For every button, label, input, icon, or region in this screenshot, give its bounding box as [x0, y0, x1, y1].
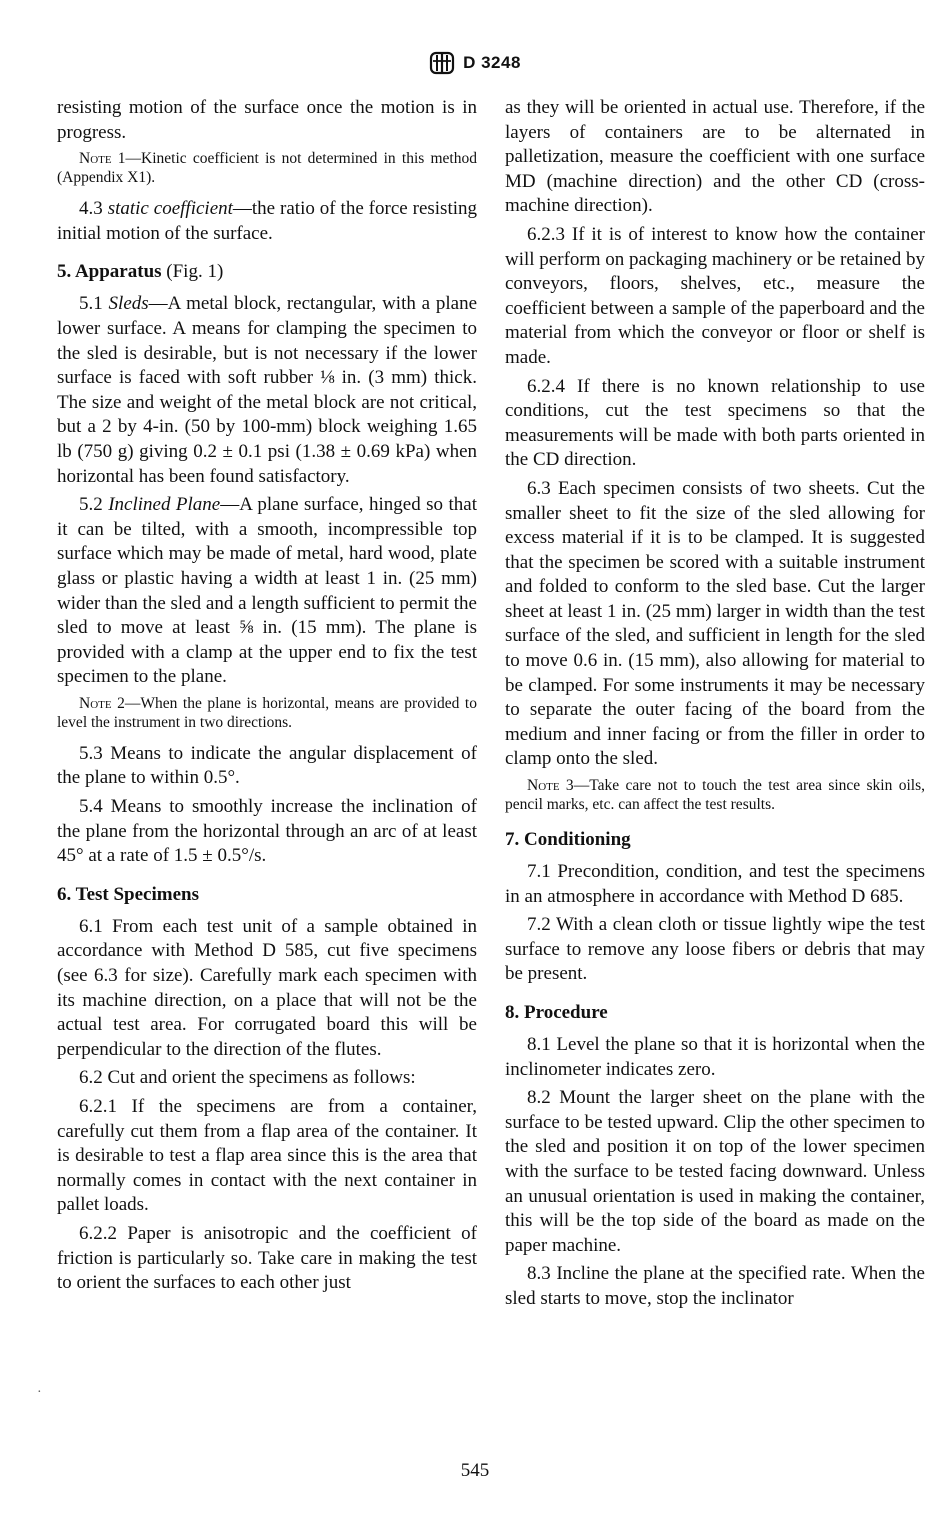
margin-mark: · [37, 1385, 42, 1400]
paragraph-4-3 [57, 197, 477, 246]
paragraph-8-1: 8.1 Level the plane so that it is horizontal when the inclinometer indicates zero. [505, 1034, 925, 1080]
section-8-heading: 8. Procedure [505, 1002, 608, 1023]
paragraph-8-2: 8.2 Mount the larger sheet on the plane with the surface to be tested upward. Clip the other specimen to the sled and position it on top of the lower specimen with the surface to be tested facing downward. Unless an unusual orientation is used in making the container, this will be the top side of the board as made on the paper machine. [505, 1087, 925, 1256]
paragraph-5-1-number: 5.1 [79, 293, 109, 315]
paragraph-6-2-1: 6.2.1 If the specimens are from a container, carefully cut them from a flap area of the container. It is desirable to test a flap area since this is the area that normally comes in contact with the next container in pallet loads. [57, 1096, 477, 1216]
paragraph-5-2 [57, 493, 477, 690]
page-header [0, 48, 950, 78]
note-1-text: —Kinetic coefficient is not determined in this method (Appendix X1). [57, 150, 477, 187]
paragraph-7-1: 7.1 Precondition, condition, and test the specimens in an atmosphere in accordance with Method D 685. [505, 861, 925, 907]
term-static-coefficient: static coefficient [107, 198, 233, 220]
right-column [505, 96, 925, 1316]
paragraph-5-3: 5.3 Means to indicate the angular displacement of the plane to within 0.5°. [57, 742, 477, 789]
paragraph-6-1: 6.1 From each test unit of a sample obtained in accordance with Method D 585, cut five specimens (see 6.3 for size). Carefully mark each specimen with its machine direction, on a place that will not be the actual test area. For corrugated board this will be perpendicular to the direction of the flutes. [57, 915, 477, 1060]
note-2 [57, 694, 477, 732]
paragraph-6-2-3: 6.2.3 If it is of interest to know how the container will perform on packaging machinery or be retained by conveyors, floors, shelves, etc., measure the coefficient between a sample of the paperboard and the material from which the conveyor or floor or shelf is made. [505, 223, 925, 368]
paragraph-6-2: 6.2 Cut and orient the specimens as follows: [79, 1067, 416, 1089]
section-5-heading [57, 260, 477, 284]
section-5-figure-ref: (Fig. 1) [161, 261, 224, 283]
paragraph-8-3: 8.3 Incline the plane at the specified rate. When the sled starts to move, stop the inclinator [505, 1263, 925, 1309]
standard-designation: D 3248 [463, 53, 521, 72]
paragraph-5-2-number: 5.2 [79, 494, 109, 516]
paragraph-4-3-number: 4.3 [79, 198, 108, 220]
paragraph-5-1 [57, 292, 477, 489]
section-6-heading: 6. Test Specimens [57, 883, 199, 905]
left-column [57, 96, 477, 1300]
paragraph-6-2-4: 6.2.4 If there is no known relationship to use conditions, cut the test specimens so that the measurements will be made with both parts oriented in the CD direction. [505, 375, 925, 471]
paragraph-continued: resisting motion of the surface once the motion is in progress. [57, 97, 477, 143]
note-3-text: —Take care not to touch the test area since skin oils, pencil marks, etc. can affect the test results. [505, 777, 925, 814]
note-1 [57, 149, 477, 187]
section-5-title: 5. Apparatus [57, 261, 162, 283]
paragraph-5-2-text: —A plane surface, hinged so that it can be tilted, with a smooth, incompressible top surface which may be made of metal, hard wood, plate glass or plastic having a width at least 1 in. (25 mm) wider than the sled and a length sufficient to permit the sled to move at least ⅝ in. (15 mm). The plane is provided with a clamp at the upper end to fix the test specimen to the plane. [57, 494, 478, 688]
paragraph-continued-right: as they will be oriented in actual use. Therefore, if the layers of containers are to be alternated in palletization, measure the coefficient with one surface MD (machine direction) and the other CD (cross-machine direction). [505, 97, 925, 217]
note-3 [505, 776, 925, 814]
paragraph-5-1-text: —A metal block, rectangular, with a plane lower surface. A means for clamping the specimen to the sled is desirable, but is not necessary if the lower surface is faced with soft rubber ⅛ in. (3 mm) thick. The size and weight of the metal block are not critical, but a 2 by 4-in. (50 by 100-mm) block weighing 1.65 lb (750 g) giving 0.2 ± 0.1 psi (1.38 ± 0.69 kPa) when horizontal has been found satisfactory. [57, 293, 477, 487]
note-1-label: Note 1 [79, 150, 126, 168]
note-2-label: Note 2 [79, 694, 125, 712]
paragraph-6-3: 6.3 Each specimen consists of two sheets. Cut the smaller sheet to fit the size of the sled allowing for excess material if it is to be clamped. It is suggested that the specimen be scored with a suitable instrument and folded to conform to the sled base. Cut the larger sheet at least 1 in. (25 mm) larger in width than the test surface of the sled, and sufficient in length for the sled to move 0.6 in. (15 mm), also allowing for material to be clamped. For some instruments it may be necessary to separate the outer facing of the board from the medium and inner facing or from the filler in order to clamp onto the sled. [505, 477, 925, 770]
paragraph-7-2: 7.2 With a clean cloth or tissue lightly wipe the test surface to remove any loose fibers or debris that may be present. [505, 914, 925, 985]
term-sleds: Sleds [108, 293, 149, 315]
astm-logo-icon [429, 50, 455, 76]
note-3-label: Note 3 [527, 777, 574, 795]
page-number: 545 [460, 1460, 490, 1481]
paragraph-6-2-2: 6.2.2 Paper is anisotropic and the coefficient of friction is particularly so. Take care in making the test to orient the surfaces to each other just [57, 1222, 477, 1294]
term-inclined-plane: Inclined Plane [108, 494, 221, 516]
paragraph-4-3-text: —the ratio of the force resisting initial motion of the surface. [57, 198, 478, 244]
section-7-heading: 7. Conditioning [505, 829, 631, 851]
note-2-text: —When the plane is horizontal, means are provided to level the instrument in two directions. [57, 694, 477, 731]
paragraph-5-4: 5.4 Means to smoothly increase the inclination of the plane from the horizontal through an arc of at least 45° at a rate of 1.5 ± 0.5°/s. [57, 796, 477, 867]
